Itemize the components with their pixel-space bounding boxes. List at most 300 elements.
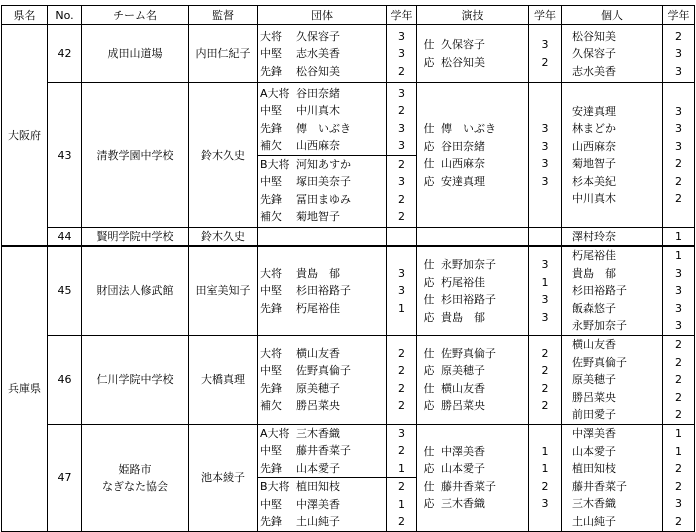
dantai-grade: [387, 173, 416, 191]
member-grade: 3: [398, 139, 405, 153]
team-number: 43: [48, 83, 82, 228]
engi-grade-value: 2: [541, 364, 549, 378]
engi-name: 永野加奈子: [441, 258, 496, 271]
member-grade: 2: [398, 192, 405, 206]
team-number: 47: [48, 424, 82, 531]
kojin-grade-value: 3: [675, 104, 682, 118]
dantai-grade-cell: [387, 25, 417, 83]
engi-entry: [417, 308, 528, 326]
engi-grade: [529, 273, 561, 291]
header-kojin: 個人: [562, 6, 663, 25]
member-name: 横山友香: [296, 346, 340, 360]
kojin-grade-value: 1: [675, 249, 682, 263]
engi-cell: [417, 246, 529, 335]
engi-grade: [529, 362, 561, 380]
kojin-name: 菊地智子: [572, 157, 616, 171]
engi-role: 応: [423, 462, 435, 476]
member-name: 杉田裕路子: [296, 284, 351, 298]
prefecture-cell: [2, 25, 48, 247]
member-name: 朽尾裕佳: [296, 301, 340, 315]
engi-grade: [529, 308, 561, 326]
kojin-grade: [663, 353, 694, 371]
kojin-entry: [562, 406, 662, 424]
member-grade: 3: [398, 47, 405, 60]
kojin-name: 飯森悠子: [572, 301, 616, 315]
kojin-name: 杉田裕路子: [572, 284, 627, 298]
kojin-grade-value: 2: [675, 355, 682, 369]
team-number: 42: [48, 25, 82, 83]
kojin-grade-value: 2: [675, 462, 682, 476]
kojin-entry: [562, 62, 662, 80]
kojin-entry: [562, 173, 662, 191]
engi-grade-cell: [529, 335, 562, 424]
engi-grade-value: 3: [541, 139, 549, 153]
director-name: 鈴木久史: [189, 83, 258, 228]
dantai-member: [258, 265, 386, 283]
kojin-name: 土山純子: [572, 514, 616, 528]
kojin-grade-cell: [663, 228, 695, 247]
engi-grade-value: 1: [541, 444, 549, 458]
dantai-grade: [387, 265, 416, 283]
member-grade: 3: [398, 266, 405, 280]
engi-grade: [529, 495, 561, 513]
kojin-grade-value: 2: [675, 174, 682, 188]
engi-name: 傳 いぶき: [441, 122, 496, 136]
dantai-cell: [258, 83, 387, 228]
kojin-grade: [663, 478, 694, 496]
dantai-grade: [387, 477, 416, 496]
team-number: 46: [48, 335, 82, 424]
kojin-grade-value: 3: [675, 301, 682, 315]
member-position: 補欠: [260, 139, 282, 153]
member-name: 土山純子: [296, 515, 340, 529]
member-position: 中堅: [260, 497, 282, 511]
kojin-entry: [562, 190, 662, 208]
member-grade: 2: [398, 364, 405, 378]
kojin-grade: [663, 282, 694, 300]
member-name: 佐野真倫子: [296, 364, 351, 378]
kojin-grade-value: 3: [675, 319, 682, 333]
member-position: B大将: [260, 157, 290, 171]
engi-role: 応: [423, 55, 435, 69]
dantai-grade-cell: [387, 424, 417, 531]
engi-grade-value: 3: [541, 174, 549, 188]
kojin-grade: [663, 120, 694, 138]
team-row: [2, 335, 695, 424]
dantai-member: [258, 513, 386, 531]
team-row: [2, 25, 695, 83]
dantai-member: [258, 442, 386, 460]
kojin-grade-value: 3: [675, 47, 682, 60]
dantai-grade-cell: [387, 246, 417, 335]
roster-table: [1, 5, 695, 532]
member-position: 中堅: [260, 47, 282, 60]
kojin-entry: [562, 120, 662, 138]
engi-role: 応: [423, 174, 435, 188]
member-position: 先鋒: [260, 515, 282, 529]
engi-grade: [529, 291, 561, 309]
member-position: 中堅: [260, 175, 282, 189]
kojin-entry: [562, 317, 662, 335]
kojin-grade-value: 3: [675, 497, 682, 511]
kojin-grade: [663, 460, 694, 478]
team-name: 成田山道場: [82, 25, 189, 83]
kojin-entry: [562, 103, 662, 121]
member-grade: 1: [398, 301, 405, 315]
engi-role: 仕: [423, 157, 435, 171]
dantai-grade: [387, 380, 416, 398]
header-director: 監督: [189, 6, 258, 25]
member-position: 補欠: [260, 210, 282, 224]
engi-grade-value: 1: [541, 462, 549, 476]
engi-grade: [529, 173, 561, 191]
dantai-cell: [258, 246, 387, 335]
kojin-grade: [663, 155, 694, 173]
engi-name: 佐野真倫子: [441, 346, 496, 360]
engi-entry: [417, 36, 528, 54]
member-position: 大将: [260, 346, 282, 360]
engi-grade: [529, 443, 561, 461]
kojin-grade-value: 3: [675, 139, 682, 153]
engi-cell: [417, 228, 529, 247]
kojin-grade: [663, 406, 694, 424]
kojin-entry: [562, 27, 662, 45]
header-engi: 演技: [417, 6, 529, 25]
member-name: 河知あすか: [296, 157, 351, 171]
kojin-cell: [562, 335, 663, 424]
dantai-member: [258, 345, 386, 363]
kojin-name: 杉本美紀: [572, 174, 616, 188]
kojin-name: 安達真理: [572, 104, 616, 118]
engi-entry: [417, 54, 528, 72]
engi-name: 杉田裕路子: [441, 293, 496, 306]
kojin-grade: [663, 443, 694, 461]
member-position: 先鋒: [260, 192, 282, 206]
member-grade: 2: [398, 346, 405, 360]
engi-grade: [529, 380, 561, 398]
kojin-name: 横山友香: [572, 338, 616, 351]
engi-entry: [417, 345, 528, 363]
kojin-cell: [562, 83, 663, 228]
member-position: 中堅: [260, 444, 282, 458]
member-name: 藤井香菜子: [296, 444, 351, 458]
kojin-grade: [663, 265, 694, 283]
prefecture-cell: [2, 246, 48, 531]
dantai-member: [258, 137, 386, 155]
dantai-grade: [387, 85, 416, 103]
dantai-member: [258, 208, 386, 226]
kojin-grade-cell: [663, 246, 695, 335]
engi-name: 三木香織: [441, 497, 485, 511]
team-row: [2, 83, 695, 228]
member-grade: 2: [398, 210, 405, 224]
team-name: 清教学園中学校: [82, 83, 189, 228]
dantai-grade: [387, 300, 416, 318]
engi-grade-value: 3: [541, 38, 549, 52]
engi-role: 応: [423, 139, 435, 153]
kojin-entry: [562, 460, 662, 478]
engi-role: 仕: [423, 444, 435, 458]
kojin-entry: [562, 265, 662, 283]
dantai-member: [258, 155, 386, 174]
engi-entry: [417, 173, 528, 191]
kojin-grade-value: 2: [675, 390, 682, 404]
dantai-grade: [387, 45, 416, 63]
engi-grade: [529, 256, 561, 274]
engi-role: 仕: [423, 38, 435, 52]
kojin-grade: [663, 513, 694, 531]
kojin-grade-value: 2: [675, 157, 682, 171]
engi-role: 仕: [423, 122, 435, 136]
kojin-name: 佐野真倫子: [572, 355, 627, 369]
engi-entry: [417, 120, 528, 138]
team-name: 財団法人修武館: [82, 246, 189, 335]
engi-cell: [417, 335, 529, 424]
kojin-grade-value: 2: [675, 479, 682, 493]
member-position: 補欠: [260, 399, 282, 413]
kojin-name: 前田愛子: [572, 408, 616, 421]
dantai-member: [258, 477, 386, 496]
engi-grade: [529, 345, 561, 363]
kojin-grade-value: 3: [675, 64, 682, 78]
dantai-member: [258, 120, 386, 138]
team-row: [2, 228, 695, 247]
kojin-grade-value: 2: [675, 408, 682, 421]
dantai-member: [258, 45, 386, 63]
prefecture-name: 大阪府: [8, 128, 41, 142]
kojin-name: 山西麻奈: [572, 139, 616, 153]
kojin-entry: [562, 138, 662, 156]
director-name: 田室美知子: [189, 246, 258, 335]
member-position: 先鋒: [260, 381, 282, 395]
dantai-cell: [258, 228, 387, 247]
engi-grade-cell: [529, 228, 562, 247]
member-grade: 2: [398, 515, 405, 529]
kojin-entry: [562, 478, 662, 496]
member-name: 勝呂菜央: [296, 399, 340, 413]
kojin-entry: [562, 155, 662, 173]
member-position: 中堅: [260, 104, 282, 118]
engi-name: 原美穂子: [441, 364, 485, 378]
engi-grade-value: 3: [541, 293, 549, 306]
kojin-entry: [562, 388, 662, 406]
kojin-grade: [663, 103, 694, 121]
member-position: 大将: [260, 266, 282, 280]
kojin-grade: [663, 230, 694, 244]
kojin-name: 志水美香: [572, 64, 616, 78]
member-name: 植田知枝: [296, 480, 340, 494]
kojin-grade: [663, 388, 694, 406]
dantai-grade: [387, 191, 416, 209]
member-grade: 3: [398, 86, 405, 100]
dantai-grade: [387, 102, 416, 120]
kojin-name: 貴島 郁: [572, 266, 616, 280]
engi-grade-value: 2: [541, 399, 549, 413]
engi-entry: [417, 291, 528, 309]
dantai-grade: [387, 27, 416, 45]
director-name: 内田仁紀子: [189, 25, 258, 83]
roster-body: [2, 25, 695, 532]
kojin-name: 山本愛子: [572, 444, 616, 458]
engi-entry: [417, 155, 528, 173]
member-name: 菊地智子: [296, 210, 340, 224]
dantai-cell: [258, 424, 387, 531]
engi-grade-cell: [529, 424, 562, 531]
member-position: A大将: [260, 86, 290, 100]
kojin-grade: [663, 300, 694, 318]
header-grade-kojin: 学年: [663, 6, 695, 25]
kojin-entry: [562, 513, 662, 531]
dantai-member: [258, 102, 386, 120]
engi-name: 藤井香菜子: [441, 479, 496, 493]
member-grade: 3: [398, 426, 405, 440]
header-dantai: 団体: [258, 6, 387, 25]
director-name: 大橋真理: [189, 335, 258, 424]
kojin-grade-value: 1: [675, 427, 682, 441]
kojin-name: 澤村玲奈: [572, 230, 616, 243]
engi-cell: [417, 25, 529, 83]
dantai-member: [258, 300, 386, 318]
kojin-entry: [562, 371, 662, 389]
engi-entry: [417, 460, 528, 478]
dantai-grade: [387, 137, 416, 155]
kojin-grade: [663, 27, 694, 45]
engi-name: 中澤美香: [441, 444, 485, 458]
dantai-grade: [387, 425, 416, 443]
dantai-grade: [387, 513, 416, 531]
kojin-grade: [663, 336, 694, 354]
engi-entry: [417, 443, 528, 461]
engi-grade-value: 2: [541, 479, 549, 493]
engi-entry: [417, 397, 528, 415]
engi-entry: [417, 380, 528, 398]
member-name: 山本愛子: [296, 461, 340, 475]
engi-name: 谷田奈緒: [441, 139, 485, 153]
member-name: 志水美香: [296, 47, 340, 60]
team-row: [2, 424, 695, 531]
team-name: 仁川学院中学校: [82, 335, 189, 424]
kojin-grade-cell: [663, 424, 695, 531]
engi-grade-value: 3: [541, 497, 549, 511]
engi-grade: [529, 36, 561, 54]
kojin-name: 植田知枝: [572, 462, 616, 476]
engi-role: 仕: [423, 346, 435, 360]
engi-name: 安達真理: [441, 174, 485, 188]
engi-role: 応: [423, 364, 435, 378]
engi-name: 山本愛子: [441, 462, 485, 476]
engi-entry: [417, 138, 528, 156]
director-name: 鈴木久史: [189, 228, 258, 247]
kojin-grade: [663, 371, 694, 389]
member-grade: 3: [398, 175, 405, 189]
engi-grade: [529, 478, 561, 496]
dantai-member: [258, 496, 386, 514]
kojin-grade-value: 2: [675, 29, 682, 43]
kojin-name: 勝呂菜央: [572, 390, 616, 404]
dantai-member: [258, 460, 386, 478]
member-grade: 3: [398, 121, 405, 135]
member-position: 先鋒: [260, 461, 282, 475]
member-position: A大将: [260, 426, 290, 440]
dantai-grade: [387, 208, 416, 226]
kojin-grade: [663, 62, 694, 80]
dantai-grade: [387, 496, 416, 514]
engi-role: 仕: [423, 258, 435, 271]
engi-role: 応: [423, 275, 435, 289]
dantai-grade: [387, 397, 416, 415]
dantai-member: [258, 397, 386, 415]
kojin-name: 中川真木: [572, 192, 616, 206]
kojin-grade-value: 2: [675, 338, 682, 351]
engi-grade: [529, 120, 561, 138]
dantai-grade: [387, 120, 416, 138]
engi-name: 横山友香: [441, 381, 485, 395]
kojin-grade-value: 3: [675, 122, 682, 136]
engi-entry: [417, 478, 528, 496]
kojin-name: 藤井香菜子: [572, 479, 627, 493]
engi-name: 朽尾裕佳: [441, 275, 485, 289]
dantai-member: [258, 425, 386, 443]
member-grade: 2: [398, 157, 405, 171]
engi-cell: [417, 424, 529, 531]
kojin-cell: [562, 424, 663, 531]
engi-name: 山西麻奈: [441, 157, 485, 171]
member-name: 松谷知美: [296, 64, 340, 78]
kojin-grade-value: 2: [675, 192, 682, 206]
member-name: 冨田まゆみ: [296, 192, 351, 206]
kojin-entry: [562, 282, 662, 300]
kojin-entry: [562, 336, 662, 354]
member-position: 中堅: [260, 364, 282, 378]
kojin-grade-value: 2: [675, 373, 682, 386]
member-name: 山西麻奈: [296, 139, 340, 153]
kojin-grade: [663, 247, 694, 265]
kojin-grade: [663, 138, 694, 156]
member-name: 中川真木: [296, 104, 340, 118]
header-row: [2, 6, 695, 25]
team-name: 賢明学院中学校: [82, 228, 189, 247]
dantai-member: [258, 362, 386, 380]
dantai-grade-cell: [387, 228, 417, 247]
member-grade: 1: [398, 461, 405, 475]
engi-grade: [529, 54, 561, 72]
member-grade: 2: [398, 381, 405, 395]
engi-role: 応: [423, 399, 435, 413]
team-number: 44: [48, 228, 82, 247]
header-team: チーム名: [82, 6, 189, 25]
kojin-grade-cell: [663, 83, 695, 228]
engi-grade-value: 3: [541, 157, 549, 171]
engi-cell: [417, 83, 529, 228]
member-name: 貴島 郁: [296, 266, 340, 280]
kojin-grade-value: 1: [675, 444, 682, 458]
kojin-entry: [562, 247, 662, 265]
engi-entry: [417, 256, 528, 274]
engi-role: 仕: [423, 381, 435, 395]
member-position: 先鋒: [260, 301, 282, 315]
kojin-entry: [562, 443, 662, 461]
kojin-name: 林まどか: [572, 122, 616, 136]
kojin-name: 三木香織: [572, 497, 616, 511]
dantai-member: [258, 173, 386, 191]
dantai-grade: [387, 282, 416, 300]
engi-entry: [417, 362, 528, 380]
kojin-grade-cell: [663, 25, 695, 83]
engi-grade-value: 2: [541, 55, 549, 69]
dantai-cell: [258, 25, 387, 83]
kojin-name: 永野加奈子: [572, 319, 627, 333]
engi-grade-value: 3: [541, 258, 549, 271]
